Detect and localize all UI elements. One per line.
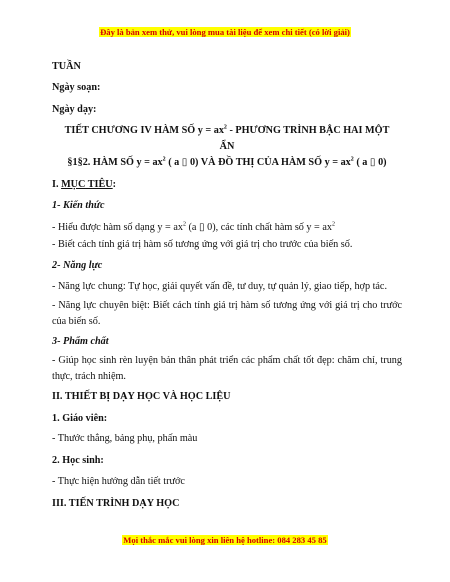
preview-notice-text: Đây là bản xem thử, vui lòng mua tài liệu để xem chi tiết (có lời giải) <box>100 27 350 37</box>
teacher-item: - Thước thẳng, bảng phụ, phấn màu <box>52 433 198 444</box>
subtitle-part: 0) VÀ ĐỒ THỊ CỦA HÀM SỐ y = ax <box>187 157 351 168</box>
subtitle-part: ( a <box>165 157 182 168</box>
missing-glyph-icon: ▯ <box>198 222 205 233</box>
knowledge-text: - Hiểu được hàm số dạng y = ax <box>52 222 183 233</box>
knowledge-item-1 <box>52 220 402 236</box>
knowledge-text: 0), các tính chất hàm số y = ax <box>204 222 332 233</box>
exponent: 2 <box>182 221 186 228</box>
heading-number: I. <box>52 179 62 190</box>
knowledge-title: 1- Kiến thức <box>52 200 105 211</box>
lesson-title-part: - PHƯƠNG TRÌNH BẬC HAI MỘT <box>226 125 390 136</box>
ability-title: 2- Năng lực <box>52 260 103 271</box>
section-process-heading: III. TIẾN TRÌNH DẠY HỌC <box>52 498 180 509</box>
prep-date-label: Ngày soạn: <box>52 82 101 93</box>
knowledge-text: (a <box>185 222 199 233</box>
heading-text: MỤC TIÊU <box>61 179 113 190</box>
ability-item-1: - Năng lực chung: Tự học, giải quyết vấn đề, tư duy, tự quản lý, giao tiếp, hợp tác. <box>52 281 388 292</box>
quality-title: 3- Phẩm chất <box>52 336 109 347</box>
subtitle-part: ( a <box>353 157 370 168</box>
section-objectives-heading <box>52 177 402 193</box>
quality-item-1: - Giúp học sinh rèn luyện bản thân phát triển các phẩm chất tốt đẹp: chăm chỉ, trung thực, trách nhiệm. <box>52 355 402 382</box>
exponent: 2 <box>331 221 335 228</box>
lesson-title-part: TIẾT CHƯƠNG IV HÀM SỐ y = ax <box>64 125 224 136</box>
subtitle-exponent: 2 <box>350 156 354 163</box>
subtitle-part: 0) <box>375 157 387 168</box>
missing-glyph-icon: ▯ <box>369 157 376 168</box>
hotline-text: Mọi thắc mắc vui lòng xin liên hệ hotline: 084 283 45 85 <box>123 535 327 545</box>
preview-notice-banner <box>0 27 450 37</box>
subtitle-part: §1§2. HÀM SỐ y = ax <box>67 157 163 168</box>
student-item: - Thực hiện hướng dẫn tiết trước <box>52 476 185 487</box>
teach-date-label: Ngày dạy: <box>52 104 97 115</box>
heading-colon: : <box>112 179 117 190</box>
ability-item-2: - Năng lực chuyên biệt: Biết cách tính giá trị hàm số tương ứng với giá trị cho trước của biến số. <box>52 300 402 327</box>
lesson-subtitle <box>52 155 402 171</box>
teacher-title: 1. Giáo viên: <box>52 413 108 424</box>
hotline-banner <box>0 535 450 545</box>
lesson-title-line2: ẨN <box>219 141 235 152</box>
knowledge-item-2: - Biết cách tính giá trị hàm số tương ứng với giá trị cho trước của biến số. <box>52 239 353 250</box>
lesson-title-exponent: 2 <box>223 124 227 131</box>
week-label: TUẦN <box>52 61 81 72</box>
student-title: 2. Học sinh: <box>52 455 104 466</box>
section-equipment-heading: II. THIẾT BỊ DẠY HỌC VÀ HỌC LIỆU <box>52 391 231 402</box>
lesson-title <box>52 123 402 155</box>
subtitle-exponent: 2 <box>162 156 166 163</box>
missing-glyph-icon: ▯ <box>181 157 188 168</box>
